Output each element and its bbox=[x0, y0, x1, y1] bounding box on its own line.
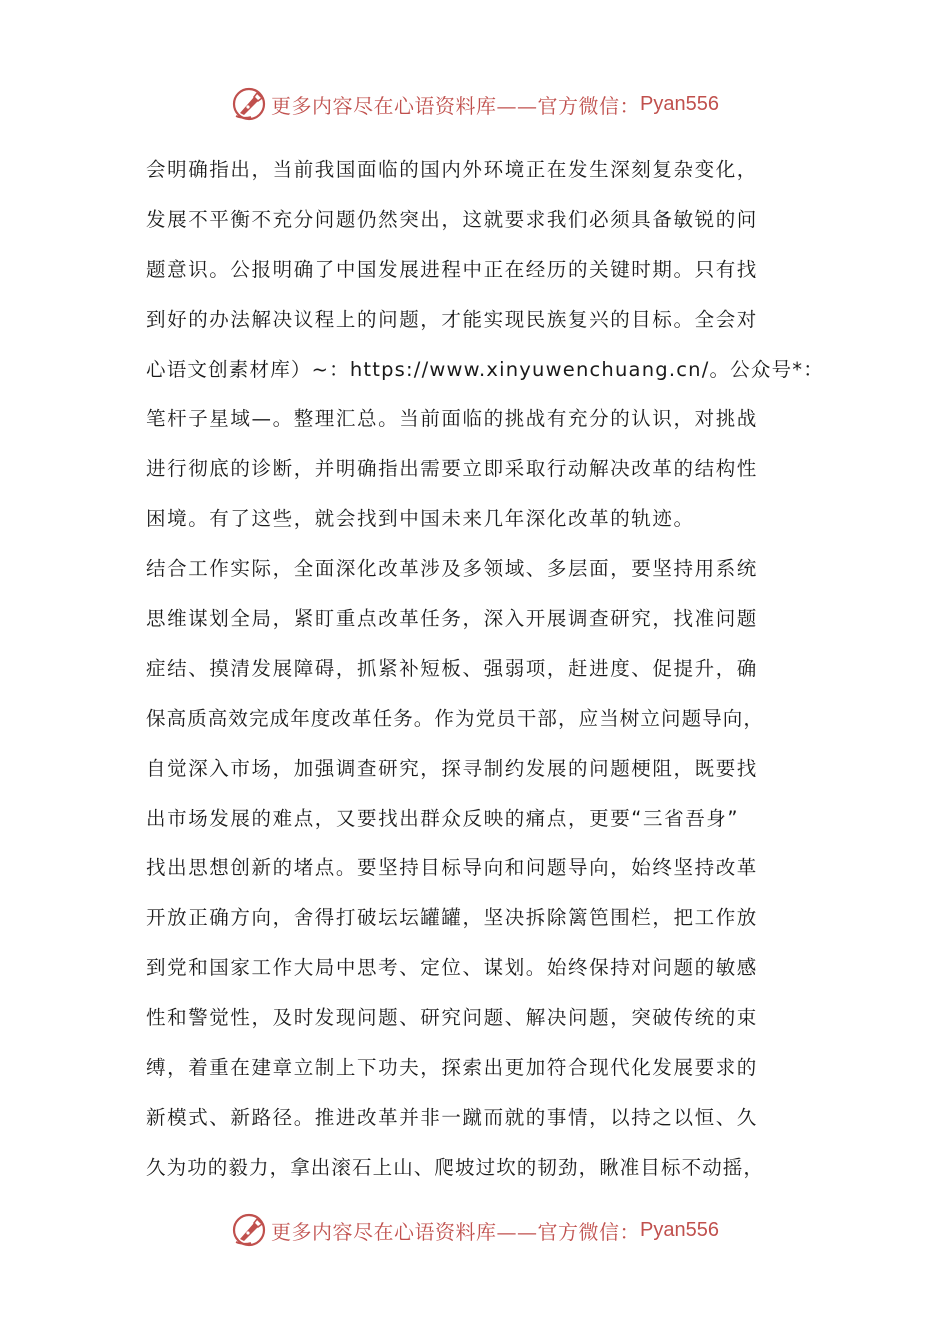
text-line: 心语文创素材库）~：https://www.xinyuwenchuang.cn/。公众号*： bbox=[146, 357, 824, 381]
text-line: 开放正确方向，舍得打破坛坛罐罐，坚决拆除篱笆围栏，把工作放 bbox=[146, 906, 758, 930]
text-line: 困境。有了这些，就会找到中国未来几年深化改革的轨迹。 bbox=[146, 507, 695, 531]
text-line: 结合工作实际，全面深化改革涉及多领域、多层面，要坚持用系统 bbox=[146, 557, 758, 581]
header-wechat-id: Pyan556 bbox=[640, 92, 719, 115]
text-line: 找出思想创新的堵点。要坚持目标导向和问题导向，始终坚持改革 bbox=[146, 856, 758, 880]
footer-banner bbox=[0, 1208, 950, 1252]
text-line: 缚，着重在建章立制上下功夫，探索出更加符合现代化发展要求的 bbox=[146, 1056, 758, 1080]
text-line: 到党和国家工作大局中思考、定位、谋划。始终保持对问题的敏感 bbox=[146, 956, 758, 980]
text-line: 性和警觉性，及时发现问题、研究问题、解决问题，突破传统的束 bbox=[146, 1006, 758, 1030]
text-line: 症结、摸清发展障碍，抓紧补短板、强弱项，赶进度、促提升，确 bbox=[146, 656, 758, 680]
text-line: 笔杆子星域—。整理汇总。当前面临的挑战有充分的认识，对挑战 bbox=[146, 407, 758, 431]
text-line: 到好的办法解决议程上的问题，才能实现民族复兴的目标。全会对 bbox=[146, 307, 758, 331]
text-line: 发展不平衡不充分问题仍然突出，这就要求我们必须具备敏锐的问 bbox=[146, 207, 758, 231]
text-line: 进行彻底的诊断，并明确指出需要立即采取行动解决改革的结构性 bbox=[146, 457, 758, 481]
text-line: 会明确指出，当前我国面临的国内外环境正在发生深刻复杂变化， bbox=[146, 158, 758, 181]
text-line: 久为功的毅力，拿出滚石上山、爬坡过坎的韧劲，瞅准目标不动摇， bbox=[146, 1155, 765, 1179]
text-line: 新模式、新路径。推进改革并非一蹴而就的事情，以持之以恒、久 bbox=[146, 1105, 758, 1129]
text-line: 自觉深入市场，加强调查研究，探寻制约发展的问题梗阻，既要找 bbox=[146, 756, 758, 780]
text-line: 出市场发展的难点，又要找出群众反映的痛点，更要“三省吾身” bbox=[146, 806, 740, 830]
header-banner bbox=[0, 82, 950, 126]
footer-wechat-id: Pyan556 bbox=[640, 1218, 719, 1241]
text-line: 题意识。公报明确了中国发展进程中正在经历的关键时期。只有找 bbox=[146, 257, 758, 281]
header-site-text: 更多内容尽在心语资料库——官方微信： bbox=[271, 93, 641, 118]
pen-nib-logo-icon bbox=[231, 1212, 267, 1248]
text-line: 思维谋划全局，紧盯重点改革任务，深入开展调查研究，找准问题 bbox=[146, 607, 758, 631]
footer-site-text: 更多内容尽在心语资料库——官方微信： bbox=[271, 1219, 641, 1244]
document-body bbox=[146, 145, 836, 1193]
pen-nib-logo-icon bbox=[231, 86, 267, 122]
text-line: 保高质高效完成年度改革任务。作为党员干部，应当树立问题导向， bbox=[146, 706, 765, 730]
